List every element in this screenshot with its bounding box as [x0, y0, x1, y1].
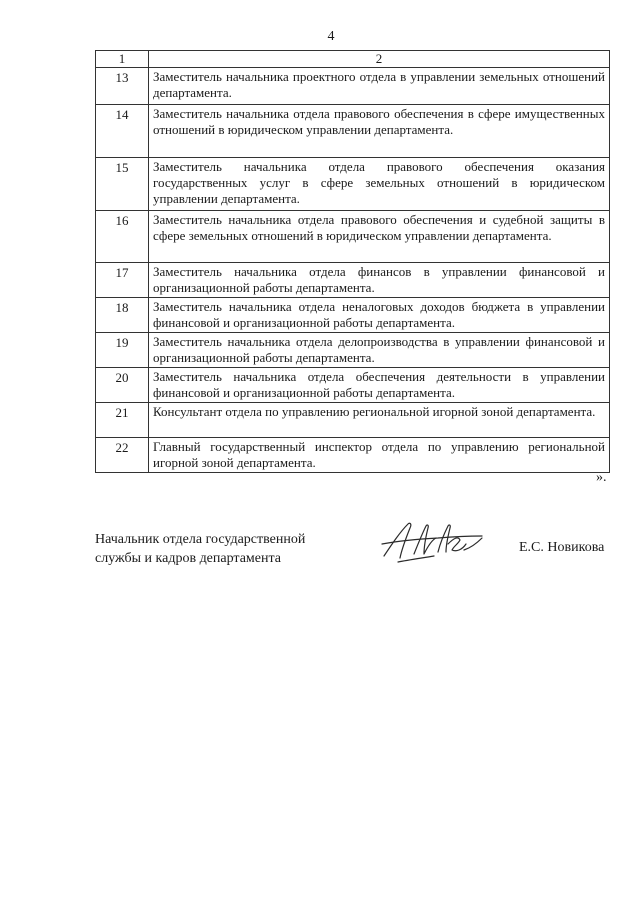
row-position-text: Заместитель начальника отдела неналоговых доходов бюджета в управлении финансовой и организационной работы департамента.: [149, 298, 610, 333]
row-position-text: Заместитель начальника отдела делопроизводства в управлении финансовой и организационной работы департамента.: [149, 333, 610, 368]
table-row: [96, 403, 610, 438]
table-row: [96, 105, 610, 158]
table-row: [96, 333, 610, 368]
row-number: 22: [96, 438, 149, 473]
row-number: 14: [96, 105, 149, 158]
table-row: [96, 298, 610, 333]
row-number: 20: [96, 368, 149, 403]
row-number: 13: [96, 68, 149, 105]
row-number: 16: [96, 211, 149, 263]
table-row: [96, 263, 610, 298]
signatory-position-line-1: Начальник отдела государственной: [95, 532, 306, 547]
table-row: [96, 158, 610, 211]
table-header-col-1: 1: [96, 51, 149, 68]
signatory-position: [95, 530, 345, 568]
table-row: [96, 368, 610, 403]
table-row: [96, 211, 610, 263]
handwritten-signature: [378, 514, 488, 566]
row-position-text: Консультант отдела по управлению региональной игорной зоной департамента.: [149, 403, 610, 438]
signatory-name: Е.С. Новикова: [519, 540, 605, 555]
row-position-text: Заместитель начальника проектного отдела в управлении земельных отношений департамента.: [149, 68, 610, 105]
row-number: 19: [96, 333, 149, 368]
row-position-text: Заместитель начальника отдела правового обеспечения в сфере имущественных отношений в юридическом управлении департамента.: [149, 105, 610, 158]
table-row: [96, 438, 610, 473]
row-number: 17: [96, 263, 149, 298]
positions-table: [95, 50, 610, 473]
row-position-text: Заместитель начальника отдела финансов в управлении финансовой и организационной работы департамента.: [149, 263, 610, 298]
table-header-col-2: 2: [149, 51, 610, 68]
row-position-text: Заместитель начальника отдела правового обеспечения оказания государственных услуг в сфере земельных отношений в юридическом управлении департамента.: [149, 158, 610, 211]
table-row: [96, 68, 610, 105]
row-number: 15: [96, 158, 149, 211]
row-position-text: Главный государственный инспектор отдела по управлению региональной игорной зоной департамента.: [149, 438, 610, 473]
table-header-row: [96, 51, 610, 68]
signatory-position-line-2: службы и кадров департамента: [95, 551, 281, 566]
row-position-text: Заместитель начальника отдела правового обеспечения и судебной защиты в сфере земельных отношений в юридическом управлении департамента.: [149, 211, 610, 263]
page-number: 4: [327, 29, 335, 44]
row-position-text: Заместитель начальника отдела обеспечения деятельности в управлении финансовой и организационной работы департамента.: [149, 368, 610, 403]
closing-quote: ».: [596, 470, 607, 485]
row-number: 18: [96, 298, 149, 333]
row-number: 21: [96, 403, 149, 438]
